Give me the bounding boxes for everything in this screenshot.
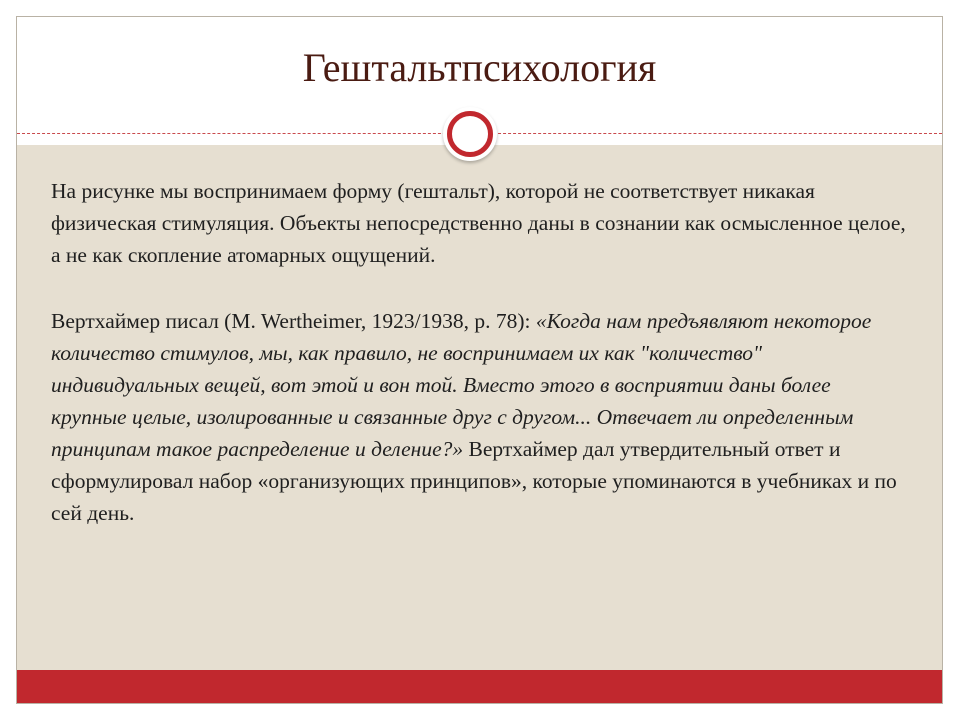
slide-body	[51, 175, 911, 563]
paragraph-gestalt-definition: На рисунке мы воспринимаем форму (гештальт), которой не соответствует никакая физическая стимуляция. Объекты непосредственно даны в сознании как осмысленное целое, а не как скопление атомарных ощущений.	[51, 179, 906, 267]
quote-intro: Вертхаймер писал (M. Wertheimer, 1923/1938, p. 78):	[51, 309, 536, 333]
quote-outro: Вертхаймер дал утвердительный ответ и сформулировал набор «организующих принципов», которые упоминаются в учебниках и по сей день.	[51, 437, 897, 525]
wertheimer-quote: «Когда нам предъявляют некоторое количество стимулов, мы, как правило, не воспринимаем их как "количество" индивидуальных вещей, вот этой и вон той. Вместо этого в восприятии даны более крупные целые, изолированные и связанные друг с другом... Отвечает ли определенным принципам такое распределение и деление?»	[51, 309, 872, 461]
bottom-accent-bar	[17, 670, 942, 703]
slide-title: Гештальтпсихология	[302, 45, 657, 90]
slide	[16, 16, 943, 704]
paragraph-wertheimer-quote	[51, 305, 911, 529]
circle-ornament-icon	[447, 111, 493, 157]
